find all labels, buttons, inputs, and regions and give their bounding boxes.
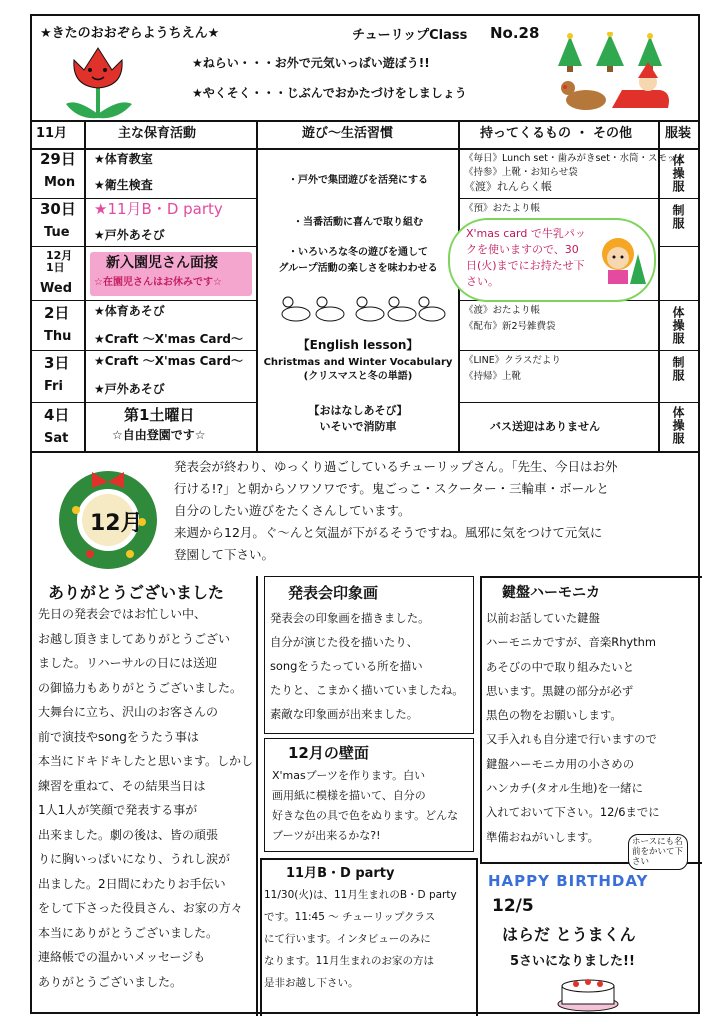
birthday-banner: HAPPY BIRTHDAY (488, 872, 649, 890)
thanks-line: 先日の発表会ではお忙しい中、 (38, 607, 207, 621)
birthday-name: はらだ とうまくん (502, 925, 636, 944)
intro-line: 自分のしたい遊びをたくさんしています。 (174, 503, 411, 518)
activity: ★戸外あそび (94, 228, 165, 242)
harmonica-title: 鍵盤ハーモニカ (502, 585, 600, 601)
activity: ★Craft ～X'mas Card～ (94, 332, 243, 346)
harmonica-line: ハンカチ(タオル生地)を一緒に (486, 781, 643, 796)
story-title: 【おはなしあそび】 (308, 404, 408, 417)
newsletter-page (30, 14, 700, 1014)
thanks-line: 連絡帳での温かいメッセージも (38, 950, 206, 964)
impression-line: 素敵な印象画が出来ました。 (270, 707, 419, 721)
thanks-line: の御協力もありがとうございました。 (38, 680, 243, 695)
month-label: 11月 (36, 126, 68, 141)
bd-party-line: なります。11月生まれのお家の方は (264, 955, 435, 967)
harmonica-line: ハーモニカですが、音楽Rhythm (486, 635, 656, 650)
weekly-schedule-table (32, 120, 698, 453)
bd-party-line: 11/30(火)は、11月生まれのB・D party (264, 889, 457, 901)
english-title: 【English lesson】 (297, 338, 419, 352)
thanks-line: 1人1人が笑顔で発表する事が (38, 803, 198, 817)
impression-line: 自分が演じた役を描いたり、 (270, 635, 419, 649)
day-weekday: Fri (44, 379, 63, 394)
bd-party-body (264, 884, 478, 994)
item-line: 《渡》おたより帳 (464, 305, 541, 316)
day-date: 29日 (40, 150, 76, 168)
thanks-line: をして下さった役員さん、お家の方々 (38, 901, 243, 915)
harmonica-body (486, 606, 700, 849)
dress-code: 制服 (671, 204, 685, 230)
intro-line: 行ける!?」と朝からソワソワです。鬼ごっこ・スクーター・三輪車・ボールと (174, 481, 609, 496)
harmonica-line: 以前お話していた鍵盤 (486, 611, 600, 625)
bd-party-line: にて行います。インタビューのみに (264, 933, 431, 945)
habit-line: グループ活動の楽しさを味わわせる (278, 263, 438, 274)
dress-code: 体操服 (671, 154, 685, 193)
harmonica-line: あそびの中で取り組みたいと (486, 659, 635, 674)
col-header-activities: 主な保育活動 (118, 126, 197, 141)
item-line: 《渡》れんらく帳 (464, 180, 552, 193)
activity: ★体育あそび (94, 304, 165, 318)
activity: ★体育教室 (94, 152, 153, 166)
day-date: 2日 (44, 304, 70, 322)
wall-line: 好きな色の具で色をぬります。どんな (272, 809, 459, 822)
thanks-line: 出来ました。劇の後は、皆の頑張 (38, 827, 219, 842)
birthday-message: 5さいになりました!! (510, 954, 635, 969)
rule-line: ★やくそく・・・じぶんでおかたづけをしましょう (192, 86, 467, 100)
birthday-date: 12/5 (492, 896, 534, 916)
girl-illustration (592, 232, 652, 290)
impression-body (270, 606, 474, 726)
activity: ★戸外あそび (94, 382, 165, 396)
habit-line: ・いろいろな冬の遊びを通して (288, 247, 428, 258)
thanks-line: りに胸いっぱいになり、うれし涙が (38, 852, 231, 866)
impression-line: 発表会の印象画を描きました。 (270, 611, 430, 625)
dress-code: 体操服 (671, 406, 685, 445)
tulip-illustration (60, 42, 140, 122)
story-line: いそいで消防車 (319, 420, 397, 433)
thanks-line: 練習を重ねて、その結果当日は (38, 778, 206, 793)
free-attendance: ☆自由登園です☆ (112, 428, 206, 442)
habit-line: ・戸外で集団遊びを活発にする (288, 175, 428, 186)
harmonica-side-note: ホースにも名前をかいて下さい (628, 834, 688, 870)
col-header-items: 持ってくるもの ・ その他 (480, 126, 633, 141)
impression-title: 発表会印象画 (288, 584, 379, 602)
harmonica-line: 思います。黒鍵の部分が必ず (486, 683, 634, 698)
day-weekday: Sat (44, 431, 69, 446)
thanks-line: 本当にドキドキしたと思います。しかし (38, 754, 254, 768)
item-line: 《毎日》Lunch set・歯みがきset・水筒・スモック (464, 153, 686, 164)
christmas-illustration (552, 32, 682, 122)
party-activity: ★11月B・D party (94, 200, 223, 218)
first-saturday: 第1土曜日 (124, 406, 195, 424)
ducks-illustration (278, 290, 448, 324)
harmonica-line: 鍵盤ハーモニカ用の小さめの (486, 756, 635, 771)
day-date: 3日 (44, 354, 70, 372)
wall-line: 画用紙に模様を描いて、自分の (272, 789, 426, 802)
english-line: (クリスマスと冬の単語) (303, 371, 413, 382)
impression-line: songをうたっている所を描い (270, 659, 423, 673)
intro-line: 来週から12月。ぐ～んと気温が下がるそうですね。風邪に気をつけて元気に (174, 525, 603, 540)
wall-line: ブーツが出来るかな?! (272, 829, 381, 842)
thanks-line: 本当にありがとうございました。 (38, 925, 219, 940)
interview-note: ☆在園児さんはお休みです☆ (94, 277, 222, 288)
day-weekday: Thu (44, 329, 72, 344)
col-header-dress: 服装 (665, 126, 692, 141)
issue-number: No.28 (490, 24, 540, 42)
activity: ★Craft ～X'mas Card～ (94, 354, 243, 368)
milk-carton-note: X'mas card で牛乳パックを使いますので、30日(火)までにお持たせ下さい。 (466, 227, 586, 288)
harmonica-line: 又手入れも自分達で行いますので (486, 732, 657, 747)
bd-party-line: 是非お越し下さい。 (264, 977, 359, 989)
bd-party-title: 11月B・D party (286, 866, 395, 881)
day-weekday: Tue (44, 225, 70, 240)
thanks-line: お越し頂きましてありがとうござい (38, 631, 231, 646)
harmonica-line: 準備おねがいします。 (486, 829, 599, 844)
item-line: 《LINE》クラスだより (464, 355, 561, 366)
bd-party-line: です。11:45 ～ チューリップクラス (264, 911, 436, 923)
wall-line: X'masブーツを作ります。白い (272, 769, 426, 782)
habit-line: ・当番活動に喜んで取り組む (293, 217, 423, 228)
col-header-play: 遊び～生活習慣 (302, 126, 394, 141)
birthday-cake-icon (552, 968, 624, 1012)
december-label: 12月 (90, 511, 143, 536)
activity: ★衛生検査 (94, 178, 153, 192)
harmonica-line: 入れておいて下さい。12/6までに (486, 805, 660, 820)
day-weekday: Wed (40, 281, 72, 296)
thanks-line: ました。リハーサルの日には送迎 (38, 656, 218, 670)
wall-title: 12月の壁面 (288, 744, 369, 762)
intro-paragraph (174, 456, 702, 566)
intro-line: 発表会が終わり、ゆっくり過ごしているチューリップさん。「先生、今日はお外 (174, 459, 618, 474)
item-line: 《配布》新2号雑費袋 (464, 321, 556, 332)
day-date: 4日 (44, 406, 70, 424)
thanks-body (38, 602, 258, 994)
day-weekday: Mon (44, 175, 76, 190)
item-line: 《持参》上靴・お知らせ袋 (464, 167, 578, 178)
thanks-line: 大舞台に立ち、沢山のお客さんの (38, 705, 219, 719)
interview-title: 新入園児さん面接 (106, 255, 218, 271)
aim-line: ★ねらい・・・お外で元気いっぱい遊ぼう!! (192, 56, 430, 70)
impression-line: たりと、こまかく描いていましたね。 (270, 683, 464, 697)
intro-line: 登園して下さい。 (174, 547, 275, 562)
harmonica-line: 黒色の物をお願いします。 (486, 708, 622, 723)
no-bus-note: バス送迎はありません (490, 420, 600, 433)
english-line: Christmas and Winter Vocabulary (263, 357, 453, 368)
dress-code: 体操服 (671, 306, 685, 345)
thanks-line: 前で演技やsongをうたう事は (38, 729, 199, 744)
item-line: 《持帰》上靴 (464, 371, 522, 382)
item-line: 《預》おたより帳 (464, 203, 541, 214)
day-date: 12月 1日 (46, 249, 73, 274)
wall-body (272, 766, 474, 846)
thanks-title: ありがとうございました (48, 583, 225, 602)
dress-code: 制服 (671, 356, 685, 382)
class-name: チューリップClass (352, 28, 468, 43)
thanks-line: 出ました。2日間にわたりお手伝い (38, 876, 226, 891)
thanks-line: ありがとうございました。 (38, 974, 183, 989)
school-name: ★きたのおおぞらようちえん★ (40, 26, 220, 41)
day-date: 30日 (40, 200, 76, 218)
